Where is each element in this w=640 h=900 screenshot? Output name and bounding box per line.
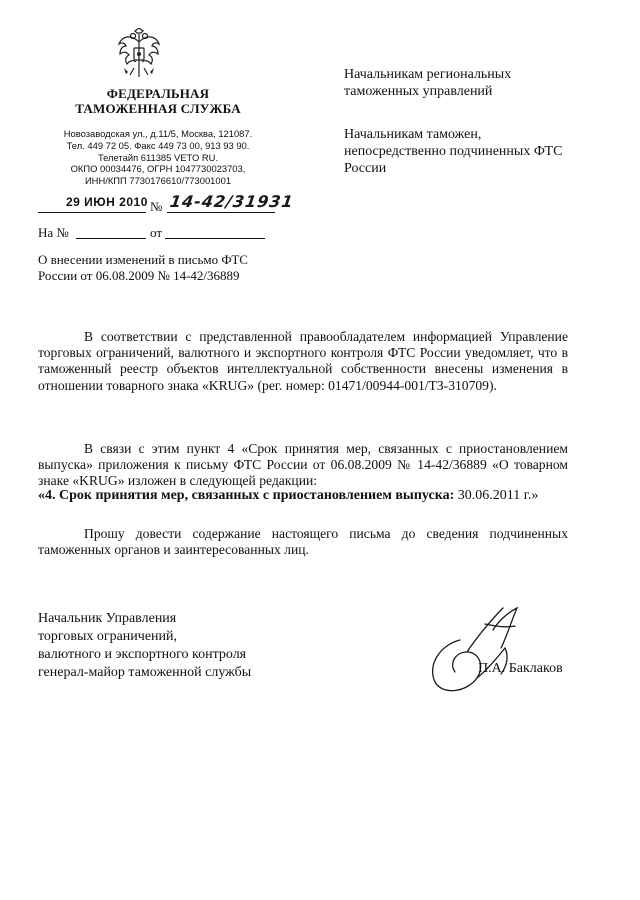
body-paragraph-2: В связи с этим пункт 4 «Срок принятия мер, связанных с приостановлением выпуска» приложения к письму ФТС России от 06.08.2009 № 14-42/36889 «О товарном знаке «KRUG» изложен в следующей редакции: bbox=[38, 441, 568, 489]
reference-date-label: от bbox=[150, 225, 163, 240]
amended-clause-bold: «4. Срок принятия мер, связанных с приостановлением выпуска: bbox=[38, 488, 455, 503]
body-paragraph-3 bbox=[38, 488, 568, 504]
reference-number-label: На № bbox=[38, 225, 69, 240]
signer-name: П.А. Баклаков bbox=[478, 661, 563, 676]
addressee-regional: Начальникам региональных таможенных управлений bbox=[344, 67, 512, 99]
addressee-customs: Начальникам таможен, непосредственно подчиненных ФТС России bbox=[344, 127, 563, 176]
contact-line: ИНН/КПП 7730176610/773001001 bbox=[84, 175, 232, 187]
signer-title bbox=[38, 610, 318, 682]
signer-title-line: Начальник Управления bbox=[38, 611, 177, 626]
registration-number: 14-42/31931 bbox=[168, 192, 296, 211]
date-stamp: 29 ИЮН 2010 bbox=[66, 195, 148, 209]
handwritten-signature bbox=[405, 600, 545, 700]
contact-line: ОКПО 00034476, ОГРН 1047730023703, bbox=[70, 163, 246, 175]
number-sign: № bbox=[150, 199, 163, 214]
reference-date-blank bbox=[165, 238, 265, 239]
signer-title-line: валютного и экспортного контроля bbox=[38, 647, 247, 662]
number-underline bbox=[167, 212, 275, 213]
reference-number-blank bbox=[76, 238, 146, 239]
letter-subject: О внесении изменений в письмо ФТС России от 06.08.2009 № 14-42/36889 bbox=[38, 252, 248, 283]
body-paragraph-4: Прошу довести содержание настоящего письма до сведения подчиненных таможенных органов и заинтересованных лиц. bbox=[38, 526, 568, 558]
signer-title-line: генерал-майор таможенной службы bbox=[38, 665, 252, 680]
signer-title-line: торговых ограничений, bbox=[38, 629, 178, 644]
amended-clause-date: 30.06.2011 г.» bbox=[454, 488, 539, 503]
contact-line: Телетайп 611385 VETO RU. bbox=[97, 151, 219, 163]
org-name-line2: ТАМОЖЕННАЯ СЛУЖБА bbox=[75, 101, 241, 116]
date-underline bbox=[38, 212, 146, 213]
org-name-line1: ФЕДЕРАЛЬНАЯ bbox=[106, 86, 210, 101]
organization-name bbox=[40, 86, 276, 116]
organization-contacts bbox=[40, 128, 276, 187]
coat-of-arms-emblem bbox=[116, 28, 162, 78]
contact-line: Новозаводская ул., д.11/5, Москва, 121087. bbox=[63, 128, 253, 139]
contact-line: Тел. 449 72 05. Факс 449 73 00, 913 93 90. bbox=[66, 139, 250, 151]
body-paragraph-1: В соответствии с представленной правообладателем информацией Управление торговых ограничений, валютного и экспортного контроля ФТС России уведомляет, что в таможенный реестр объектов интеллектуальной собственности внесены изменения в отношении товарного знака «KRUG» (рег. номер: 01471/00944-001/ТЗ-310709). bbox=[38, 329, 568, 393]
